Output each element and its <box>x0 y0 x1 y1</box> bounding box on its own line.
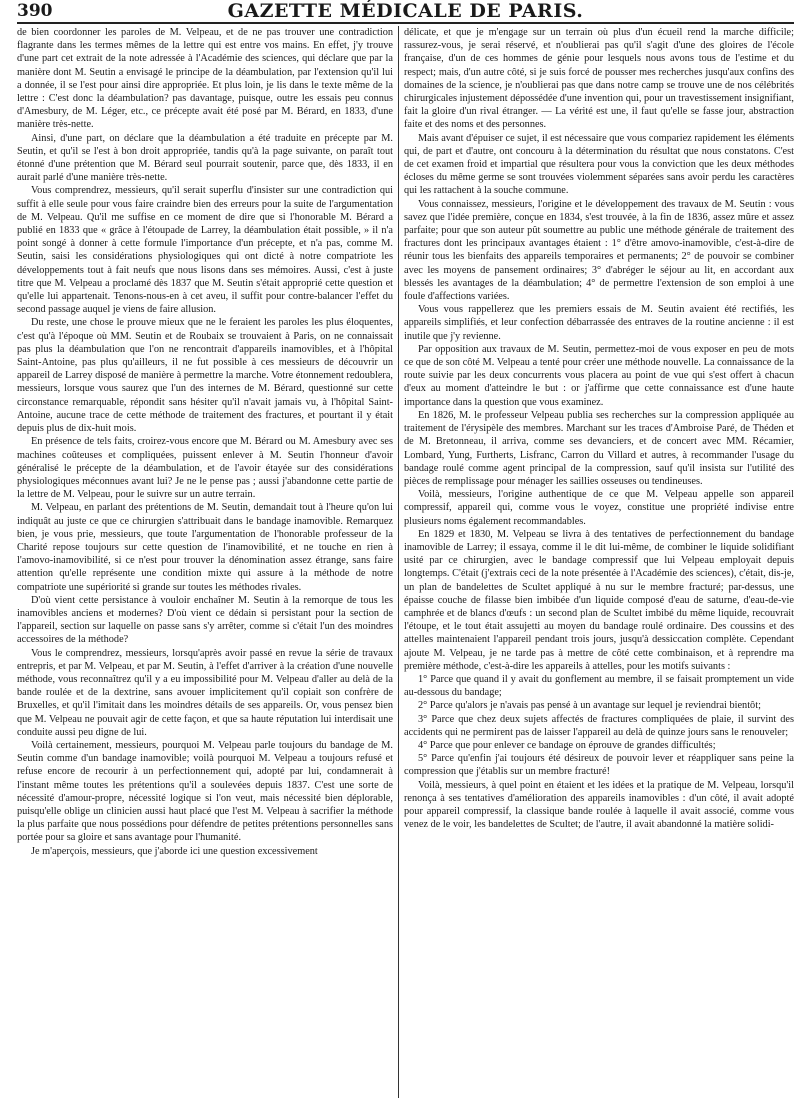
journal-title: GAZETTE MÉDICALE DE PARIS. <box>227 0 584 22</box>
paragraph: D'où vient cette persistance à vouloir enchaîner M. Seutin à la remorque de tous les inamovibles anciens et modernes? D'où vient ce dédain si persistant pour la section de l'appareil, section sur laquelle on passe sans s'y arrêter, comme si c'était l'un des moindres accessoires de la méthode? <box>17 594 393 646</box>
list-item: 2° Parce qu'alors je n'avais pas pensé à un avantage sur lequel je reviendrai bientôt; <box>418 700 761 712</box>
page-number: 390 <box>17 1 53 21</box>
paragraph: Vous connaissez, messieurs, l'origine et le développement des travaux de M. Seutin : vous savez que l'idée première, conçue en 1834, s'est trouvée, à la fin de 1836, assez mûre et assez parfaite; pour que son auteur pût soumettre au public une méthode générale de traitement des fractures dont les principaux avantages étaient : 1° d'être amovo-inamovible, c'est-à-dire de réunir tous les bienfaits des appareils temporaires et permanents; 2° de pouvoir se combiner avec les moyens de pansement ordinaires; 3° d'abréger le séjour au lit, en accordant aux blessés les avantages de la déambulation; 4° de permettre l'extension de son emploi à une foule d'affections variées. <box>404 198 794 303</box>
paragraph: Par opposition aux travaux de M. Seutin, permettez-moi de vous exposer en peu de mots ce que de son côté M. Velpeau a tenté pour créer une méthode nouvelle. La connaissance de la route suivie par les deux concurrents vous placera au point de vue qui s'est offert à chacun d'eux au moment d'atteindre le but : or j'affirme que cette connaissance est d'une haute importance dans la question que vous examinez. <box>404 343 794 408</box>
paragraph: Vous comprendrez, messieurs, qu'il serait superflu d'insister sur une contradiction qui suffit à elle seule pour vous faire craindre bien des erreurs pour la suite de l'argumentation de M. Velpeau. Qu'il me suffise en ce moment de dire que si l'honorable M. Bérard a publié en 1833 que « grâce à l'étoupade de Larrey, la déambulation était possible, » il n'a point songé à donner à cette formule l'importance d'un précepte, et n'a pas, comme M. Seutin, saisi les considérations physiologiques qui ont dicté à notre compatriote les développements tout à fait neufs que nous lisons dans ses mémoires. Aussi, c'est à juste titre que M. Velpeau a proclamé dès 1837 que M. Seutin s'était approprié cette question et qu'elle lui appartenait. Tenons-nous-en à cet aveu, il suffit pour contre-balancer l'effet du second passage auquel je viens de faire allusion. <box>17 185 393 316</box>
paragraph: de bien coordonner les paroles de M. Velpeau, et de ne pas trouver une contradiction flagrante dans les termes mêmes de la lettre qui est entre vos mains. En effet, j'y trouve d'une part cet extrait de la note adressée à l'Académie des sciences, qui déclare que par la manière dont M. Seutin a envisagé le principe de la déambulation, par l'extension qu'il lui a donnée, il se l'est pour ainsi dire appropriée. Et plus loin, je lis dans le texte même de la lettre : C'est donc la déambulation? pas davantage, puisque, outre les essais peu connus d'Amesbury, de M. Léger, etc., ce précepte avait été posé par M. Bérard, en 1833, d'une manière très-nette. <box>17 27 393 131</box>
paragraph: Vous vous rappellerez que les premiers essais de M. Seutin avaient été rectifiés, les appareils simplifiés, et leur confection débarrassée des entraves de la routine ancienne : il est inutile que j'y revienne. <box>404 304 794 342</box>
list-item: 1° Parce que quand il y avait du gonflement au membre, il se faisait promptement un vide au-dessous du bandage; <box>404 673 794 699</box>
paragraph: En présence de tels faits, croirez-vous encore que M. Bérard ou M. Amesbury avec ses machines coûteuses et compliquées, puissent enlever à M. Seutin l'honneur d'avoir généralisé le précepte de la déambulation, et de l'avoir étayée sur des considérations physiologiques méconnues avant lui? Je ne le pense pas ; aussi j'abandonne cette partie de la lettre de M. Velpeau, pour le suivre sur un autre terrain. <box>17 436 393 501</box>
paragraph: Voilà, messieurs, à quel point en étaient et les idées et la pratique de M. Velpeau, lorsqu'il renonça à ses tentatives d'amélioration des appareils inamovibles : d'un côté, il avait adopté pour appareil compressif, la classique bande roulée à laquelle il avait associé, comme vous venez de le voir, les bandelettes de Scultet; de l'autre, il avait abandonné la matière solidi- <box>404 779 794 831</box>
paragraph: Voilà, messieurs, l'origine authentique de ce que M. Velpeau appelle son appareil compressif, appareil qui, comme vous le voyez, constitue une propriété indivise entre plusieurs noms également recommandables. <box>404 489 794 527</box>
paragraph: En 1826, M. le professeur Velpeau publia ses recherches sur la compression appliquée au traitement de l'érysipèle des membres. Marchant sur les traces d'Ambroise Paré, de Théden et de M. Bretonneau, il arriva, comme ses devanciers, et de concert avec MM. Récamier, Lombard, Yung, Furtherts, Lisfranc, Carron du Villard et autres, à recommander l'usage du bandage roulé comme agent principal de la compression, sauf qu'il insista sur l'utilité des pièces de remplissage pour ménager les saillies osseuses ou tendineuses. <box>404 409 794 487</box>
paragraph: Mais avant d'épuiser ce sujet, il est nécessaire que vous compariez rapidement les éléments qui, de part et d'autre, ont concouru à la détermination du résultat que nous constatons. C'est de cet examen froid et impartial que résultera pour vous la conviction que les deux méthodes écloses du même germe se sont trouvées violemment séparées sans avoir perdu les caractères qui les rattachent à la souche commune. <box>404 132 794 197</box>
right-column <box>404 26 794 1098</box>
paragraph: délicate, et que je m'engage sur un terrain où plus d'un écueil rend la marche difficile; rassurez-vous, je serai réservé, et n'oublierai pas qu'il s'agit d'une des gloires de l'école française, d'un de ces hommes de génie pour lesquels nous avons tous de l'estime et du respect; mais, d'un autre côté, si je suis forcé de pousser mes recherches jusqu'aux confins des domaines de la science, je n'oublierai pas que dans notre camp se trouve une de nos célébrités chirurgicales injustement dépossédée d'une invention qui, pour un travestissement insignifiant, fait la gloire d'un rival étranger. — La vérité est une, il faut qu'elle se fasse jour, abstraction faite et des noms et des personnes. <box>404 27 794 131</box>
list-item: 3° Parce que chez deux sujets affectés de fractures compliquées de plaie, il survint des accidents qui ne permirent pas de laisser l'appareil au delà de quinze jours sans le renouveler; <box>404 713 794 738</box>
column-divider <box>398 26 399 1098</box>
paragraph: Ainsi, d'une part, on déclare que la déambulation a été traduite en précepte par M. Seutin, et qu'il se l'est à bon droit appropriée, tandis qu'à la page suivante, on paraît tout étonné d'une prétention que M. Bérard seul pourrait soutenir, parce que, dès 1833, il en aurait parlé d'une manière très-nette. <box>17 132 393 184</box>
left-column <box>17 26 393 1098</box>
paragraph: M. Velpeau, en parlant des prétentions de M. Seutin, demandait tout à l'heure qu'on lui indiquât au juste ce que ce chirurgien s'attribuait dans le bandage inamovible. Remarquez bien, je vous prie, messieurs, que toute l'argumentation de l'honorable professeur de la Charité repose toujours sur cette question de l'inamovibilité, et ne touche en rien à l'amovo-inamovibilité, si ce n'est pour trouver la dénomination assez étrange, sans faire attention qu'elle représente une condition mixte qui assure à la méthode de notre compatriote une supériorité si grande sur toutes les méthodes rivales. <box>17 502 393 593</box>
page-header <box>17 0 794 24</box>
list-item: 5° Parce qu'enfin j'ai toujours été désireux de pouvoir lever et réappliquer sans peine la compression que j'établis sur un membre fracturé! <box>404 753 794 778</box>
paragraph: En 1829 et 1830, M. Velpeau se livra à des tentatives de perfectionnement du bandage inamovible de Larrey; il essaya, comme il le dit lui-même, de combiner le liquide solidifiant usité par ce chirurgien, avec le bandage compressif que lui Velpeau employait depuis longtemps. C'était (j'extrais ceci de la note présentée à l'Académie des sciences), c'était, dis-je, un plan de bandelettes de Scultet appliqué à nu sur le membre fracturé; par-dessus, une épaisse couche de filasse bien imbibée d'un liquide composé d'eau de saturne, d'eau-de-vie camphrée et de blancs d'œufs : un second plan de Scultet imbibé du même liquide, recouvrait l'étoupe, et le tout était assujetti au moyen du bandage roulé ordinaire. Des coussins et des attelles maintenaient l'appareil pendant trois jours, jusqu'à dessiccation complète. Cependant ajoute M. Velpeau, je ne tarde pas à mettre de côté cette combinaison, et à reprendre ma première méthode, c'est-à-dire les appareils à attelles, pour les motifs suivants : <box>404 528 794 672</box>
paragraph: Du reste, une chose le prouve mieux que ne le feraient les paroles les plus éloquentes, c'est qu'à l'époque où MM. Seutin et de Roubaix se trouvaient à Paris, on ne connaissait pas plus la déambulation que l'on ne rencontrait d'appareils inamovibles, et à l'hôpital Saint-Antoine, pas plus qu'ailleurs, il ne fut possible à ces messieurs de découvrir un appareil de Larrey disposé de manière à permettre la marche. Votre étonnement redoublera, messieurs, lorsque vous saurez que l'un des internes de M. Bérard, questionné sur cette circonstance remarquable, répondit sans hésiter qu'il n'avait jamais vu, à l'hôpital Saint-Antoine, aucune trace de cette méthode de traitement des fractures, et pourtant il y était depuis plus de dix-huit mois. <box>17 317 393 435</box>
list-item: 4° Parce que pour enlever ce bandage on éprouve de grandes difficultés; <box>418 739 716 751</box>
paragraph: Voilà certainement, messieurs, pourquoi M. Velpeau parle toujours du bandage de M. Seutin comme d'un bandage inamovible; voilà pourquoi M. Velpeau a toujours refusé et refuse encore de recourir à un perfectionnement qui, adopté par lui, condamnerait à l'instant même toutes les prétentions qu'il a soulevées depuis 1837. C'est une sorte de nécessité d'amour-propre, nécessité logique si l'on veut, mais nécessité bien déplorable, puisqu'elle oblige un clinicien aussi haut placé que l'est M. Velpeau à sacrifier la méthode la plus parfaite que nous possédions pour défendre de petites prétentions personnelles sans portée pour sa gloire et sans avantage pour l'humanité. <box>17 739 393 844</box>
paragraph: Vous le comprendrez, messieurs, lorsqu'après avoir passé en revue la série de travaux entrepris, et par M. Velpeau, et par M. Seutin, à l'effet d'arriver à la création d'une nouvelle méthode, vous reconnaîtrez qu'il y a eu impossibilité pour M. Velpeau d'aller au delà de la bande roulée et de la dextrine, sans avouer implicitement qu'il copiait son confrère de Bruxelles, et qu'il l'imitait dans les moindres détails de ses appareils. Or, vous pensez bien que M. Velpeau ne pouvait agir de cette façon, et que sa haute réputation lui interdisait une conduite aussi peu digne de lui. <box>17 647 393 738</box>
paragraph: Je m'aperçois, messieurs, que j'aborde ici une question excessivement <box>31 845 318 857</box>
